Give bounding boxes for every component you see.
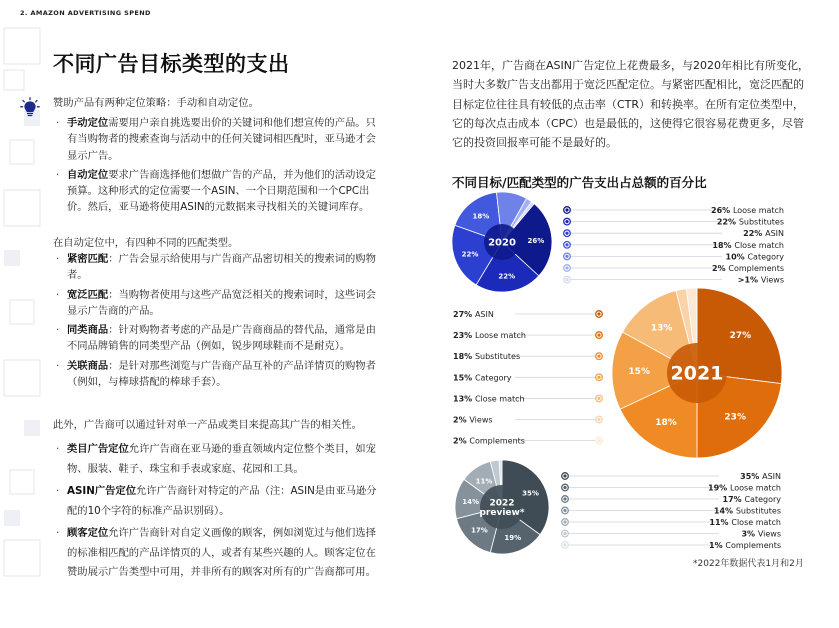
slice-label: 15% bbox=[628, 367, 650, 378]
legend-label: 27% ASIN bbox=[453, 310, 494, 319]
legend-label: 19% Loose match bbox=[708, 483, 781, 493]
list-item bbox=[56, 524, 386, 583]
legend-label: 17% Category bbox=[722, 495, 781, 504]
bullet-text: 需要用户亲自挑选要出价的关键词和他们想宣传的产品。只有当购物者的搜索查询与活动中的任何关键词相匹配时，亚马逊才会显示广告。 bbox=[67, 117, 376, 162]
slice-label: 18% bbox=[472, 212, 490, 221]
bullet-text: ：针对购物者考虑的产品是广告商商品的替代品，通常是由不同品牌销售的同类型产品（例如，锐步网球鞋而不是耐克）。 bbox=[67, 324, 376, 353]
list-item bbox=[56, 440, 386, 479]
page-title: 不同广告目标类型的支出 bbox=[53, 52, 290, 76]
legend-marker-dot bbox=[565, 243, 568, 246]
legend-marker-dot bbox=[563, 520, 566, 523]
legend-label: 35% ASIN bbox=[740, 472, 781, 481]
legend-label: 15% Category bbox=[453, 373, 512, 383]
pie-title: 2020 bbox=[488, 237, 516, 249]
legend-marker-dot bbox=[563, 509, 566, 512]
legend-label: 3% Views bbox=[741, 529, 781, 539]
legend-marker-dot bbox=[563, 486, 566, 489]
legend-label: 11% Close match bbox=[709, 518, 781, 527]
targeting-list bbox=[56, 440, 386, 586]
legend-marker-dot bbox=[565, 266, 568, 269]
legend-marker-dot bbox=[597, 312, 600, 315]
list-item bbox=[56, 358, 386, 391]
legend-marker-dot bbox=[563, 532, 566, 535]
pie-title: preview* bbox=[479, 507, 525, 518]
list-item bbox=[56, 251, 386, 284]
intro-text: 赞助产品有两种定位策略：手动和自动定位。 bbox=[53, 97, 259, 109]
bullet-text: 允许广告商针对特定的产品（注：ASIN是由亚马逊分配的10个字符的标准产品识别码）。 bbox=[67, 485, 377, 517]
legend-label: >1% Views bbox=[737, 275, 784, 285]
legend-label: 26% Loose match bbox=[711, 206, 784, 215]
pie-title: 2022 bbox=[489, 498, 515, 509]
slice-label: 22% bbox=[461, 250, 479, 259]
legend-marker-dot bbox=[597, 376, 600, 379]
chart-title: 不同目标/匹配类型的广告支出占总额的百分比 bbox=[452, 175, 707, 190]
legend-marker-dot bbox=[563, 543, 566, 546]
list-item bbox=[56, 287, 386, 320]
slice-label: 17% bbox=[471, 526, 488, 535]
footnote: *2022年数据代表1月和2月 bbox=[693, 559, 804, 569]
section-label: 2. AMAZON ADVERTISING SPEND bbox=[20, 9, 151, 17]
bullet-title: 同类商品 bbox=[67, 324, 109, 337]
match-type-list bbox=[56, 251, 386, 393]
legend-label: 18% Substitutes bbox=[453, 352, 521, 362]
legend-marker-dot bbox=[597, 355, 600, 358]
slice-label: 14% bbox=[462, 498, 479, 506]
legend-label: 13% Close match bbox=[453, 394, 525, 404]
pie-charts bbox=[417, 0, 839, 628]
bullet-text: ：广告会显示给使用与广告商产品密切相关的搜索词的购物者。 bbox=[67, 253, 376, 282]
legend-label: 18% Close match bbox=[712, 240, 784, 250]
slice-label: 23% bbox=[724, 412, 746, 423]
legend-marker-dot bbox=[597, 418, 600, 421]
auto-match-intro: 在自动定位中，有四种不同的匹配类型。 bbox=[53, 237, 239, 249]
bullet-text: ：是针对那些浏览与广告商产品互补的产品详情页的购物者（例如，与棒球搭配的棒球手套）。 bbox=[67, 359, 376, 389]
legend-label: 22% Substitutes bbox=[716, 217, 784, 227]
slice-label: 18% bbox=[655, 417, 677, 428]
bullet-title: 类目广告定位 bbox=[67, 443, 129, 455]
slice-label: 13% bbox=[650, 323, 673, 334]
list-item bbox=[56, 115, 386, 164]
legend-label: 2% Views bbox=[453, 415, 493, 425]
legend-label: 2% Complements bbox=[453, 436, 525, 446]
slice-label: 27% bbox=[729, 330, 752, 341]
slice-label: 11% bbox=[475, 477, 493, 486]
legend-label: 10% Category bbox=[725, 252, 784, 262]
bullet-title: ASIN广告定位 bbox=[67, 485, 137, 497]
legend-marker-dot bbox=[565, 220, 568, 223]
legend-marker-dot bbox=[597, 439, 600, 442]
slice-label: 19% bbox=[504, 534, 522, 543]
bullet-title: 紧密匹配 bbox=[67, 253, 109, 265]
legend-label: 22% ASIN bbox=[743, 229, 784, 239]
legend-marker-dot bbox=[565, 255, 568, 258]
slice-label: 35% bbox=[522, 489, 539, 498]
bullet-text: 允许广告商针对自定义画像的顾客，例如浏览过与他们选择的标准相匹配的产品详情页的人，或者有某些兴趣的人。顾客定位在赞助展示广告类型中可用，并非所有的顾客对所有的广告商都可用。 bbox=[67, 527, 376, 578]
slice-label: 22% bbox=[498, 272, 516, 281]
bullet-text: 要求广告商选择他们想做广告的产品，并为他们的活动设定预算。这种形式的定位需要一个ASIN、一个日期范围和一个CPC出价。然后，亚马逊将使用ASIN的元数据来寻找相关的关键词库存。 bbox=[67, 168, 376, 214]
slice-label: 26% bbox=[527, 236, 545, 245]
legend-marker-dot bbox=[565, 208, 568, 211]
legend-marker-dot bbox=[565, 232, 568, 235]
lightbulb-icon bbox=[20, 97, 40, 119]
legend-label: 14% Substitutes bbox=[713, 506, 781, 516]
legend-label: 23% Loose match bbox=[453, 331, 526, 341]
list-item bbox=[56, 322, 386, 355]
legend-label: 1% Complements bbox=[709, 541, 781, 550]
legend-marker-dot bbox=[597, 334, 600, 337]
bullet-title: 宽泛匹配 bbox=[67, 288, 109, 301]
right-panel bbox=[417, 0, 839, 628]
pie-title: 2021 bbox=[670, 362, 724, 385]
manual-auto-list bbox=[56, 115, 386, 219]
legend-marker-dot bbox=[563, 497, 566, 500]
bullet-title: 顾客定位 bbox=[67, 527, 109, 539]
bullet-title: 自动定位 bbox=[67, 168, 109, 181]
list-item bbox=[56, 167, 386, 216]
background-grid-decoration bbox=[0, 0, 50, 628]
legend-marker-dot bbox=[597, 397, 600, 400]
right-intro-text: 2021年，广告商在ASIN广告定位上花费最多，与2020年相比有所变化，当时大多数广告支出都用于宽泛匹配定位。与紧密匹配相比，宽泛匹配的目标定位往往具有较低的点击率（CTR）和转换率。在所有定位类型中，它的每次点击成本（CPC）也是最低的，这使得它很容易花费更多，尽管它的投资回报率可能不是最好的。 bbox=[452, 59, 809, 150]
extra-text: 此外，广告商可以通过针对单一产品或类目来提高其广告的相关性。 bbox=[53, 419, 362, 431]
bullet-text: 允许广告商在亚马逊的垂直领域内定位整个类目，如宠物、服装、鞋子、珠宝和手表或家庭、花园和工具。 bbox=[67, 443, 376, 475]
bullet-text: ：当购物者使用与这些产品宽泛相关的搜索词时，这些词会显示广告商的产品。 bbox=[67, 288, 376, 317]
bullet-title: 关联商品 bbox=[67, 359, 109, 372]
left-panel bbox=[0, 0, 417, 628]
legend-marker-dot bbox=[565, 278, 568, 281]
bullet-title: 手动定位 bbox=[67, 117, 109, 129]
legend-marker-dot bbox=[563, 474, 566, 477]
list-item bbox=[56, 482, 386, 521]
legend-label: 2% Complements bbox=[712, 264, 784, 273]
